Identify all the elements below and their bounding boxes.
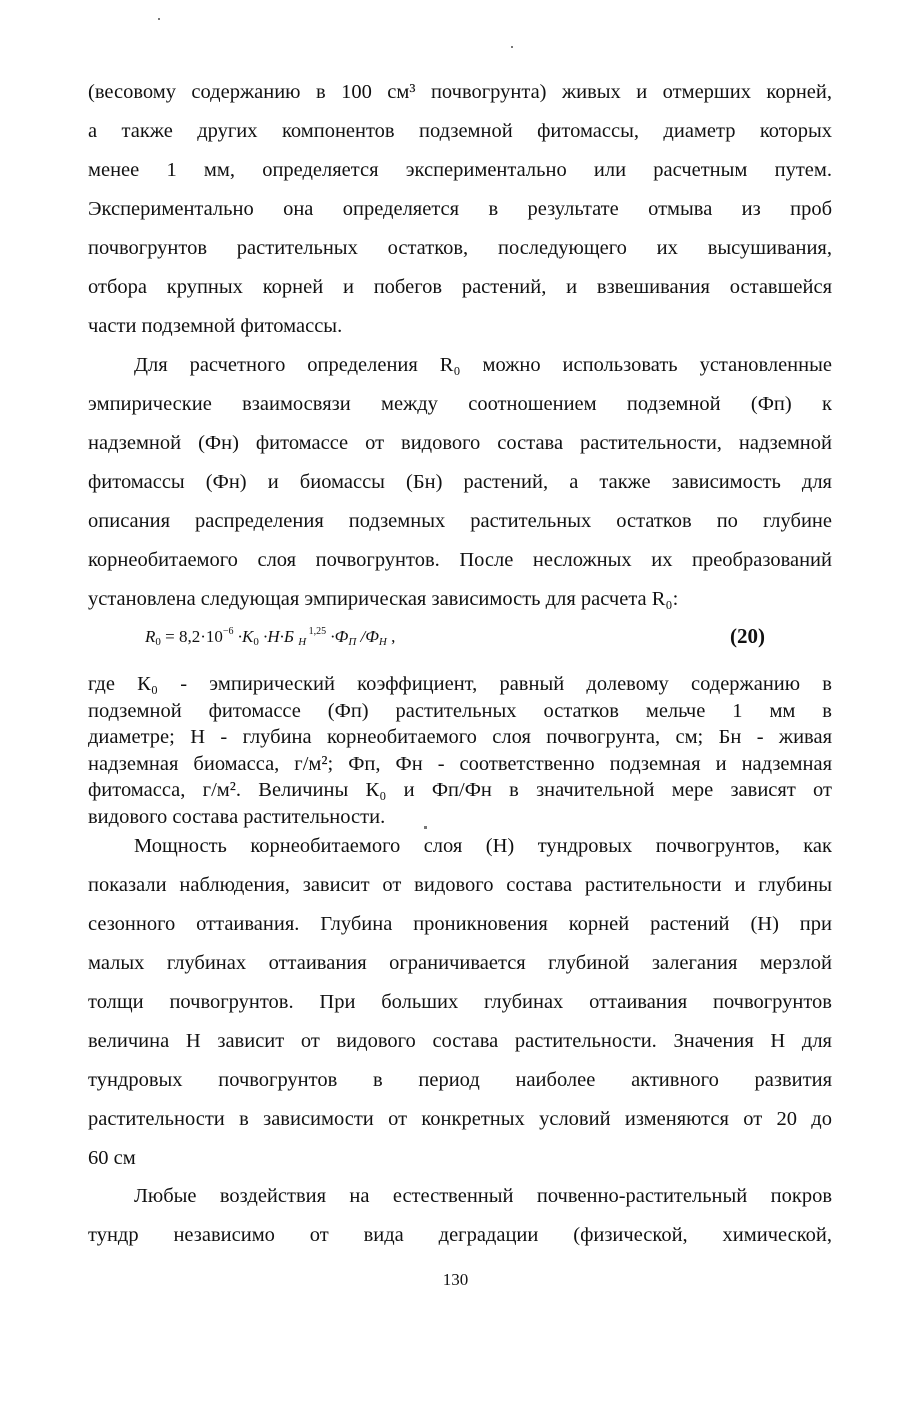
text-line: эмпирические взаимосвязи между соотношением подземной (Фп) к [88, 393, 832, 415]
formula-part: ·Ф [326, 627, 349, 646]
formula-part: −6 [222, 626, 234, 637]
formula-part: 0 [155, 636, 161, 648]
text-line: надземной (Фн) фитомассе от видового состава растительности, надземной [88, 432, 832, 454]
paragraph-2 [88, 346, 832, 619]
text-line: величина Н зависит от видового состава растительности. Значения Н для [88, 1030, 832, 1052]
text-line: описания распределения подземных растительных остатков по глубине [88, 510, 832, 532]
text-line: 60 см [88, 1147, 136, 1169]
text-line: показали наблюдения, зависит от видового состава растительности и глубины [88, 874, 832, 896]
paragraph-4 [88, 827, 832, 1178]
scan-speck [511, 46, 513, 48]
text-line: отбора крупных корней и побегов растений, и взвешивания оставшейся [88, 276, 832, 298]
text-line: Экспериментально она определяется в результате отмыва из проб [88, 198, 832, 220]
formula-part: H [298, 636, 307, 648]
text-line: сезонного оттаивания. Глубина проникновения корней растений (Н) при [88, 913, 832, 935]
formula-part: ·K [233, 627, 254, 646]
text-line: установлена следующая эмпирическая зависимость для расчета R₀: [88, 588, 679, 610]
text-line: тундровых почвогрунтов в период наиболее активного развития [88, 1069, 832, 1091]
text-line: растительности в зависимости от конкретных условий изменяются от 20 до [88, 1108, 832, 1130]
text-line: Любые воздействия на естественный почвенно-растительный покров [134, 1185, 832, 1207]
text-line: подземной фитомассе (Фп) растительных остатков мельче 1 мм в [88, 699, 832, 722]
formula-part: ·H·Б [258, 627, 299, 646]
text-line: части подземной фитомассы. [88, 315, 343, 337]
formula-part: П [348, 636, 357, 648]
formula-part: R [145, 627, 156, 646]
text-line: почвогрунтов растительных остатков, последующего их высушивания, [88, 237, 832, 259]
equation-20 [145, 626, 765, 656]
text-line: менее 1 мм, определяется экспериментально или расчетным путем. [88, 159, 832, 181]
text-line: Для расчетного определения R₀ можно использовать установленные [134, 354, 832, 376]
formula-part: H [378, 636, 387, 648]
text-line: фитомассы (Фн) и биомассы (Бн) растений, а также зависимость для [88, 471, 832, 493]
formula-part: /Ф [356, 627, 379, 646]
paragraph-5 [88, 1177, 832, 1255]
text-line: надземная биомасса, г/м²; Фп, Фн - соответственно подземная и надземная [88, 752, 832, 775]
text-line: фитомасса, г/м². Величины К₀ и Фп/Фн в значительной мере зависят от [88, 779, 832, 801]
formula-part: = 8,2·10 [160, 627, 223, 646]
paragraph-3 [88, 671, 832, 830]
text-line: видового состава растительности. [88, 805, 386, 828]
paragraph-1 [88, 73, 832, 346]
formula [145, 626, 395, 648]
text-line: Мощность корнеобитаемого слоя (Н) тундровых почвогрунтов, как [134, 835, 832, 857]
formula-part: , [386, 627, 396, 646]
formula-part: 1,25 [306, 626, 327, 637]
equation-number: (20) [730, 624, 765, 648]
page-number: 130 [442, 1270, 469, 1289]
text-line: толщи почвогрунтов. При больших глубинах оттаивания почвогрунтов [88, 991, 832, 1013]
text-line: а также других компонентов подземной фитомассы, диаметр которых [88, 120, 832, 142]
formula-part: 0 [253, 636, 259, 648]
text-line: где К₀ - эмпирический коэффициент, равный долевому содержанию в [88, 673, 832, 695]
text-line: (весовому содержанию в 100 см³ почвогрунта) живых и отмерших корней, [88, 81, 832, 103]
text-line: тундр независимо от вида деградации (физической, химической, [88, 1224, 832, 1246]
text-line: корнеобитаемого слоя почвогрунтов. После несложных их преобразований [88, 549, 832, 571]
text-line: малых глубинах оттаивания ограничивается глубиной залегания мерзлой [88, 952, 832, 974]
scan-speck [158, 18, 160, 20]
text-line: диаметре; Н - глубина корнеобитаемого слоя почвогрунта, см; Бн - живая [88, 726, 832, 748]
